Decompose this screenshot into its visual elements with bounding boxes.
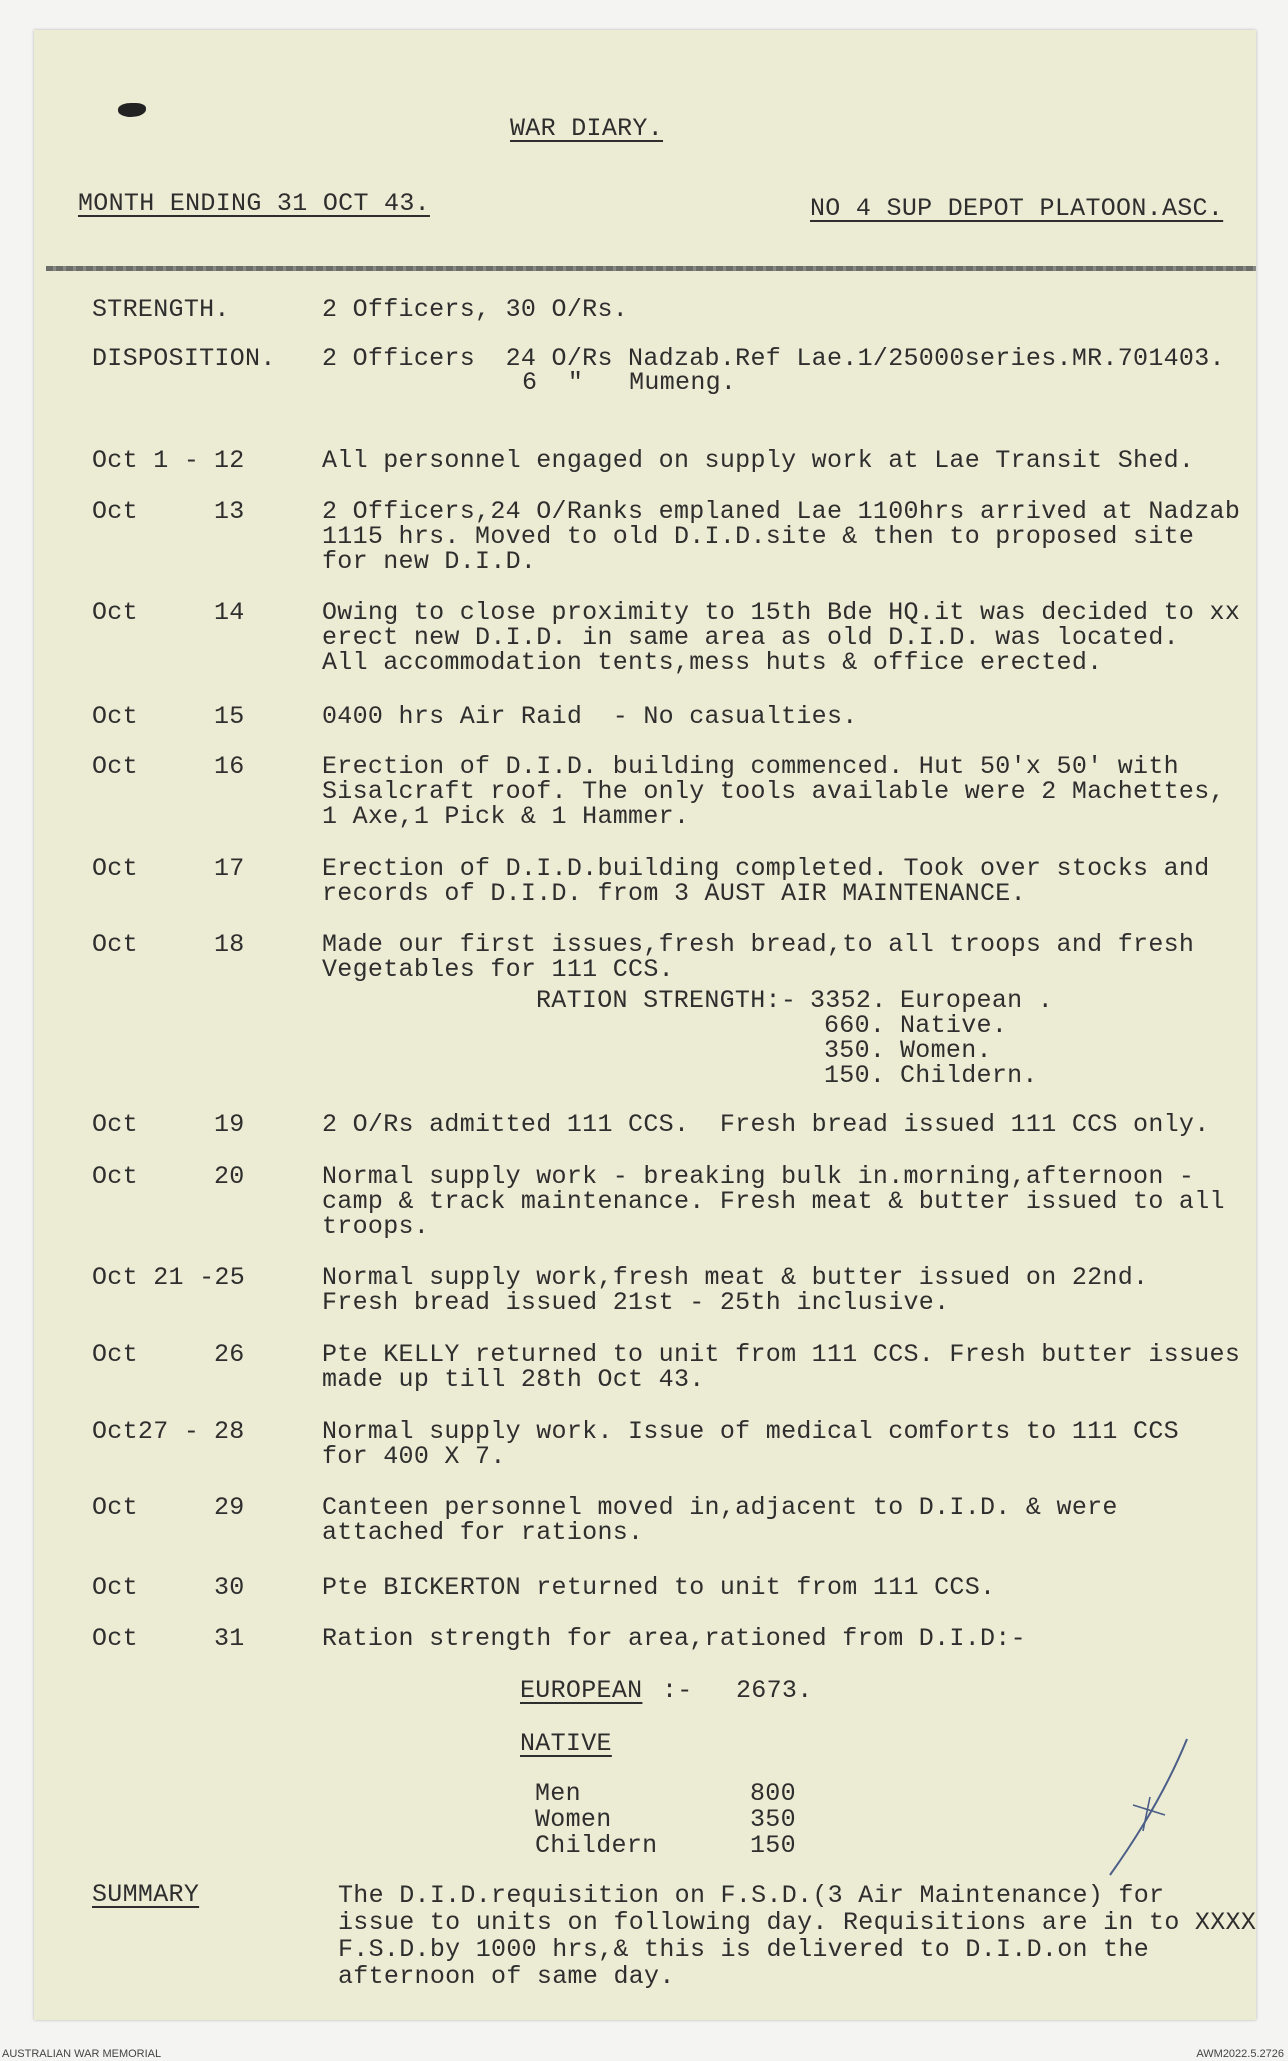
footer-id: AWM2022.5.2726 [1196, 2048, 1284, 2060]
entry-day: 17 [214, 854, 245, 883]
summary-line: F.S.D.by 1000 hrs,& this is delivered to D.I.D.on the [338, 1935, 1150, 1964]
summary-label: SUMMARY [92, 1880, 200, 1909]
entry-text-line: 2 O/Rs admitted 111 CCS. Fresh bread issued 111 CCS only. [322, 1110, 1210, 1139]
entry-date: Oct [92, 1624, 138, 1653]
entry-day: 28 [214, 1417, 245, 1446]
entry-date: Oct [92, 497, 138, 526]
entry-date: Oct [92, 1110, 138, 1139]
entry-text-line: troops. [322, 1212, 430, 1241]
native-row-label: Women [535, 1805, 612, 1834]
entry-date: Oct [92, 1493, 138, 1522]
entry-date: Oct [92, 854, 138, 883]
summary-line: The D.I.D.requisition on F.S.D.(3 Air Maintenance) for [338, 1881, 1165, 1910]
entry-text-line: Normal supply work. Issue of medical comforts to 111 CCS [322, 1417, 1179, 1446]
entry-text-line: 1 Axe,1 Pick & 1 Hammer. [322, 802, 690, 831]
entry-text-line: 2 Officers,24 O/Ranks emplaned Lae 1100hrs arrived at Nadzab [322, 497, 1241, 526]
entry-date: Oct 21 -25 [92, 1263, 246, 1292]
pencil-check-mark [1105, 1735, 1195, 1880]
entry-date: Oct27 - [92, 1417, 200, 1446]
entry-text-line: for new D.I.D. [322, 547, 537, 576]
disposition-line2: 6 " Mumeng. [522, 368, 737, 397]
entry-text-line: All accommodation tents,mess huts & office erected. [322, 648, 1103, 677]
ration-value: 150. [824, 1061, 886, 1090]
entry-date: Oct 1 - [92, 446, 200, 475]
entry-date: Oct [92, 930, 138, 959]
entry-text-line: Canteen personnel moved in,adjacent to D.I.D. & were [322, 1493, 1118, 1522]
entry-text-line: Sisalcraft roof. The only tools available were 2 Machettes, [322, 777, 1225, 806]
ration-group: European . [900, 986, 1054, 1015]
entry-text-line: Owing to close proximity to 15th Bde HQ.it was decided to xx [322, 598, 1241, 627]
entry-text-line: Normal supply work,fresh meat & butter issued on 22nd. [322, 1263, 1149, 1292]
entry-text-line: Erection of D.I.D. building commenced. Hut 50'x 50' with [322, 752, 1179, 781]
entry-date: Oct [92, 1573, 138, 1602]
strength-text: 2 Officers, 30 O/Rs. [322, 295, 629, 324]
entry-text-line: Erection of D.I.D.building completed. Took over stocks and [322, 854, 1210, 883]
native-label: NATIVE [520, 1729, 612, 1758]
disposition-line1: 2 Officers 24 O/Rs Nadzab.Ref Lae.1/25000series.MR.701403. [322, 344, 1225, 373]
entry-text-line: Pte KELLY returned to unit from 111 CCS. Fresh butter issues [322, 1340, 1241, 1369]
entry-day: 13 [214, 497, 245, 526]
entry-text-line: 1115 hrs. Moved to old D.I.D.site & then to proposed site [322, 522, 1195, 551]
european-value: 2673. [736, 1676, 813, 1705]
unit-name: NO 4 SUP DEPOT PLATOON.ASC. [810, 194, 1224, 223]
entry-text-line: erect new D.I.D. in same area as old D.I.D. was located. [322, 623, 1179, 652]
ration-group: Native. [900, 1011, 1008, 1040]
ration-strength-label: RATION STRENGTH:- [536, 986, 797, 1015]
entry-date: Oct [92, 702, 138, 731]
native-row-label: Childern [535, 1831, 658, 1860]
summary-line: afternoon of same day. [338, 1962, 675, 1991]
entry-day: 12 [214, 446, 245, 475]
entry-text-line: Vegetables for 111 CCS. [322, 955, 674, 984]
entry-date: Oct [92, 752, 138, 781]
european-label: EUROPEAN [520, 1676, 643, 1705]
strength-label: STRENGTH. [92, 295, 230, 324]
entry-text-line: Fresh bread issued 21st - 25th inclusive. [322, 1288, 950, 1317]
ration-value: 3352. [810, 986, 887, 1015]
entry-text-line: attached for rations. [322, 1518, 644, 1547]
entry-day: 29 [214, 1493, 245, 1522]
entry-day: 20 [214, 1162, 245, 1191]
entry-text-line: Pte BICKERTON returned to unit from 111 CCS. [322, 1573, 996, 1602]
native-row-value: 350 [750, 1805, 796, 1834]
disposition-label: DISPOSITION. [92, 344, 276, 373]
ration-group: Childern. [900, 1061, 1038, 1090]
entry-day: 26 [214, 1340, 245, 1369]
summary-line: issue to units on following day. Requisitions are in to XXXX [338, 1908, 1257, 1937]
entry-date: Oct [92, 1162, 138, 1191]
entry-date: Oct [92, 598, 138, 627]
entry-text-line: made up till 28th Oct 43. [322, 1365, 705, 1394]
ration-group: Women. [900, 1036, 992, 1065]
entry-text-line: Ration strength for area,rationed from D.I.D:- [322, 1624, 1026, 1653]
entry-text-line: 0400 hrs Air Raid - No casualties. [322, 702, 858, 731]
document-title: WAR DIARY. [510, 114, 664, 143]
entry-text-line: Made our first issues,fresh bread,to all troops and fresh [322, 930, 1195, 959]
diary-page [34, 30, 1256, 2020]
ration-value: 350. [824, 1036, 886, 1065]
entry-day: 15 [214, 702, 245, 731]
ration-value: 660. [824, 1011, 886, 1040]
entry-text-line: Normal supply work - breaking bulk in.morning,afternoon - [322, 1162, 1195, 1191]
entry-day: 16 [214, 752, 245, 781]
footer-source: AUSTRALIAN WAR MEMORIAL [2, 2048, 162, 2060]
entry-date: Oct [92, 1340, 138, 1369]
entry-text-line: records of D.I.D. from 3 AUST AIR MAINTENANCE. [322, 879, 1026, 908]
native-row-value: 150 [750, 1831, 796, 1860]
entry-text-line: All personnel engaged on supply work at Lae Transit Shed. [322, 446, 1195, 475]
entry-day: 14 [214, 598, 245, 627]
header-rule [46, 266, 1256, 271]
entry-day: 31 [214, 1624, 245, 1653]
native-row-label: Men [535, 1779, 581, 1808]
entry-day: 30 [214, 1573, 245, 1602]
entry-day: 18 [214, 930, 245, 959]
native-row-value: 800 [750, 1779, 796, 1808]
entry-day: 19 [214, 1110, 245, 1139]
entry-text-line: camp & track maintenance. Fresh meat & butter issued to all [322, 1187, 1225, 1216]
european-separator: :- [662, 1676, 693, 1705]
entry-text-line: for 400 X 7. [322, 1442, 506, 1471]
month-ending: MONTH ENDING 31 OCT 43. [78, 189, 430, 218]
